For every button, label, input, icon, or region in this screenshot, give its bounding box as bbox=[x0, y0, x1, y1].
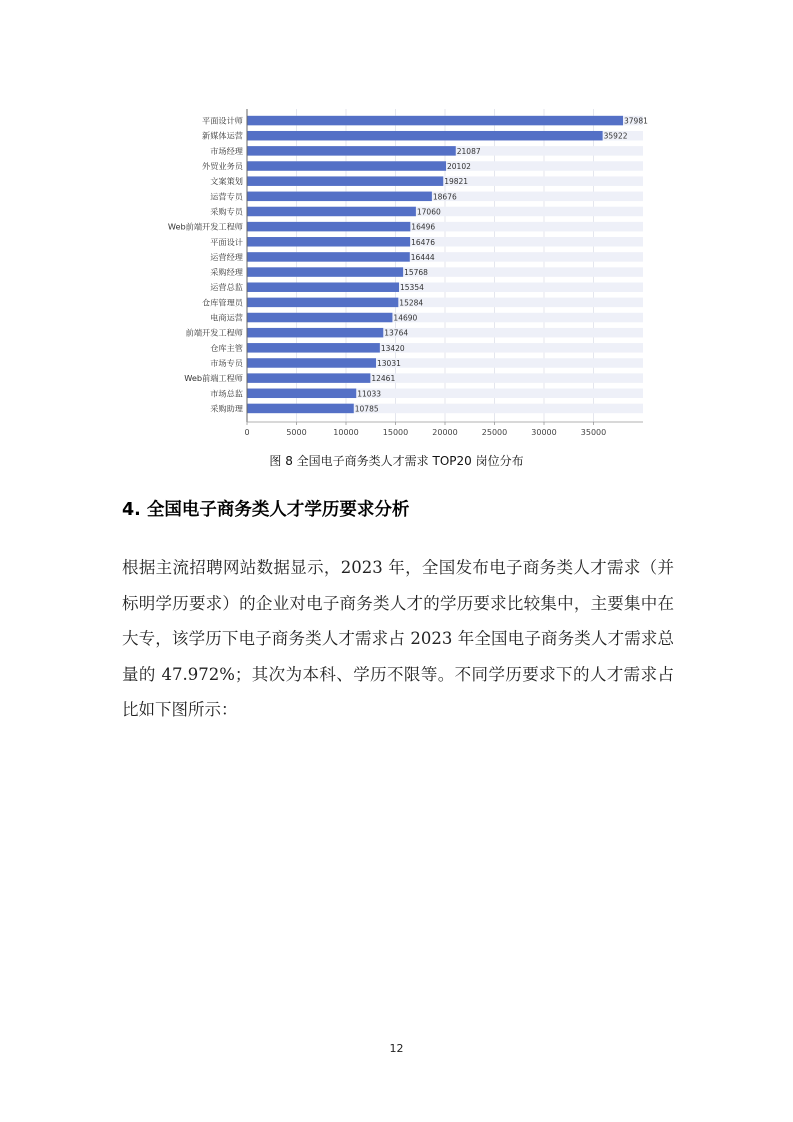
category-label: 采购助理 bbox=[210, 403, 243, 414]
bar bbox=[247, 252, 410, 261]
category-label: 运营总监 bbox=[210, 282, 243, 293]
data-label: 15354 bbox=[400, 283, 424, 293]
category-label: 平面设计 bbox=[210, 236, 243, 247]
data-label: 13764 bbox=[384, 328, 409, 338]
bar bbox=[247, 176, 443, 186]
x-tick-label: 35000 bbox=[580, 428, 607, 437]
data-label: 15284 bbox=[399, 298, 424, 308]
category-label: 运营经理 bbox=[210, 251, 243, 262]
x-tick-label: 25000 bbox=[481, 428, 508, 437]
x-tick-label: 15000 bbox=[382, 428, 409, 437]
data-label: 11033 bbox=[357, 389, 382, 399]
x-tick-label: 5000 bbox=[286, 428, 307, 437]
category-label: 前端开发工程师 bbox=[185, 327, 243, 338]
bar bbox=[247, 298, 398, 308]
data-label: 15768 bbox=[404, 268, 428, 278]
data-label: 16476 bbox=[411, 237, 435, 247]
category-label: 市场专员 bbox=[210, 357, 243, 368]
category-label: 仓库主管 bbox=[210, 342, 243, 353]
bar bbox=[247, 313, 392, 323]
data-label: 16444 bbox=[410, 252, 435, 262]
bar bbox=[247, 358, 376, 368]
figure-caption: 图 8 全国电子商务类人才需求 TOP20 岗位分布 bbox=[269, 454, 524, 468]
data-label: 20102 bbox=[447, 162, 471, 172]
data-label: 37981 bbox=[624, 116, 648, 126]
data-label: 21087 bbox=[456, 146, 481, 156]
bar bbox=[247, 267, 403, 277]
data-label: 13420 bbox=[380, 343, 405, 353]
bar bbox=[247, 207, 416, 217]
data-label: 10785 bbox=[354, 404, 379, 414]
category-label: 文案策划 bbox=[210, 176, 243, 187]
bar bbox=[247, 343, 380, 353]
bar bbox=[247, 192, 432, 202]
x-tick-label: 30000 bbox=[531, 428, 557, 437]
data-label: 13031 bbox=[377, 358, 401, 368]
category-label: 采购专员 bbox=[210, 206, 243, 217]
data-label: 12461 bbox=[371, 374, 396, 384]
bar bbox=[247, 389, 356, 399]
category-label: 采购经理 bbox=[210, 267, 243, 278]
category-label: 仓库管理员 bbox=[202, 297, 243, 308]
data-label: 35922 bbox=[603, 131, 628, 141]
category-label: Web前端开发工程师 bbox=[167, 221, 243, 232]
bar-chart bbox=[160, 100, 660, 440]
bar bbox=[247, 116, 623, 126]
data-label: 14690 bbox=[393, 313, 418, 323]
bar bbox=[247, 222, 410, 232]
category-label: 运营专员 bbox=[210, 191, 243, 202]
category-label: 平面设计师 bbox=[202, 115, 243, 126]
data-label: 17060 bbox=[416, 207, 441, 217]
category-label: 新媒体运营 bbox=[202, 130, 243, 141]
page-number: 12 bbox=[389, 1042, 404, 1055]
category-label: 电商运营 bbox=[210, 312, 243, 323]
bar-chart-svg bbox=[160, 100, 660, 440]
data-label: 18676 bbox=[432, 192, 457, 202]
body-paragraph: 根据主流招聘网站数据显示，2023 年，全国发布电子商务类人才需求（并标明学历要求）的企业对电子商务类人才的学历要求比较集中，主要集中在大专，该学历下电子商务类人才需求占 2023 年全国电子商务类人才需求总量的 47.972%；其次为本科、学历不限等。不同学历要求下的人才需求占比如下图所示： bbox=[122, 558, 674, 720]
category-label: 市场经理 bbox=[210, 145, 243, 156]
x-tick-label: 10000 bbox=[333, 428, 359, 437]
data-label: 19821 bbox=[444, 177, 469, 187]
data-label: 16496 bbox=[411, 222, 436, 232]
section-heading: 4. 全国电子商务类人才学历要求分析 bbox=[122, 500, 410, 520]
bar bbox=[247, 161, 446, 171]
bar bbox=[247, 328, 383, 338]
bar bbox=[247, 237, 410, 247]
category-label: 外贸业务员 bbox=[202, 161, 243, 172]
bar bbox=[247, 131, 603, 141]
category-label: 市场总监 bbox=[210, 388, 243, 399]
bar bbox=[247, 282, 399, 292]
x-tick-label: 20000 bbox=[432, 428, 458, 437]
category-label: Web前端工程师 bbox=[184, 373, 243, 384]
x-tick-label: 0 bbox=[244, 428, 250, 437]
bar bbox=[247, 373, 370, 383]
bar bbox=[247, 146, 456, 156]
bar bbox=[247, 404, 354, 414]
